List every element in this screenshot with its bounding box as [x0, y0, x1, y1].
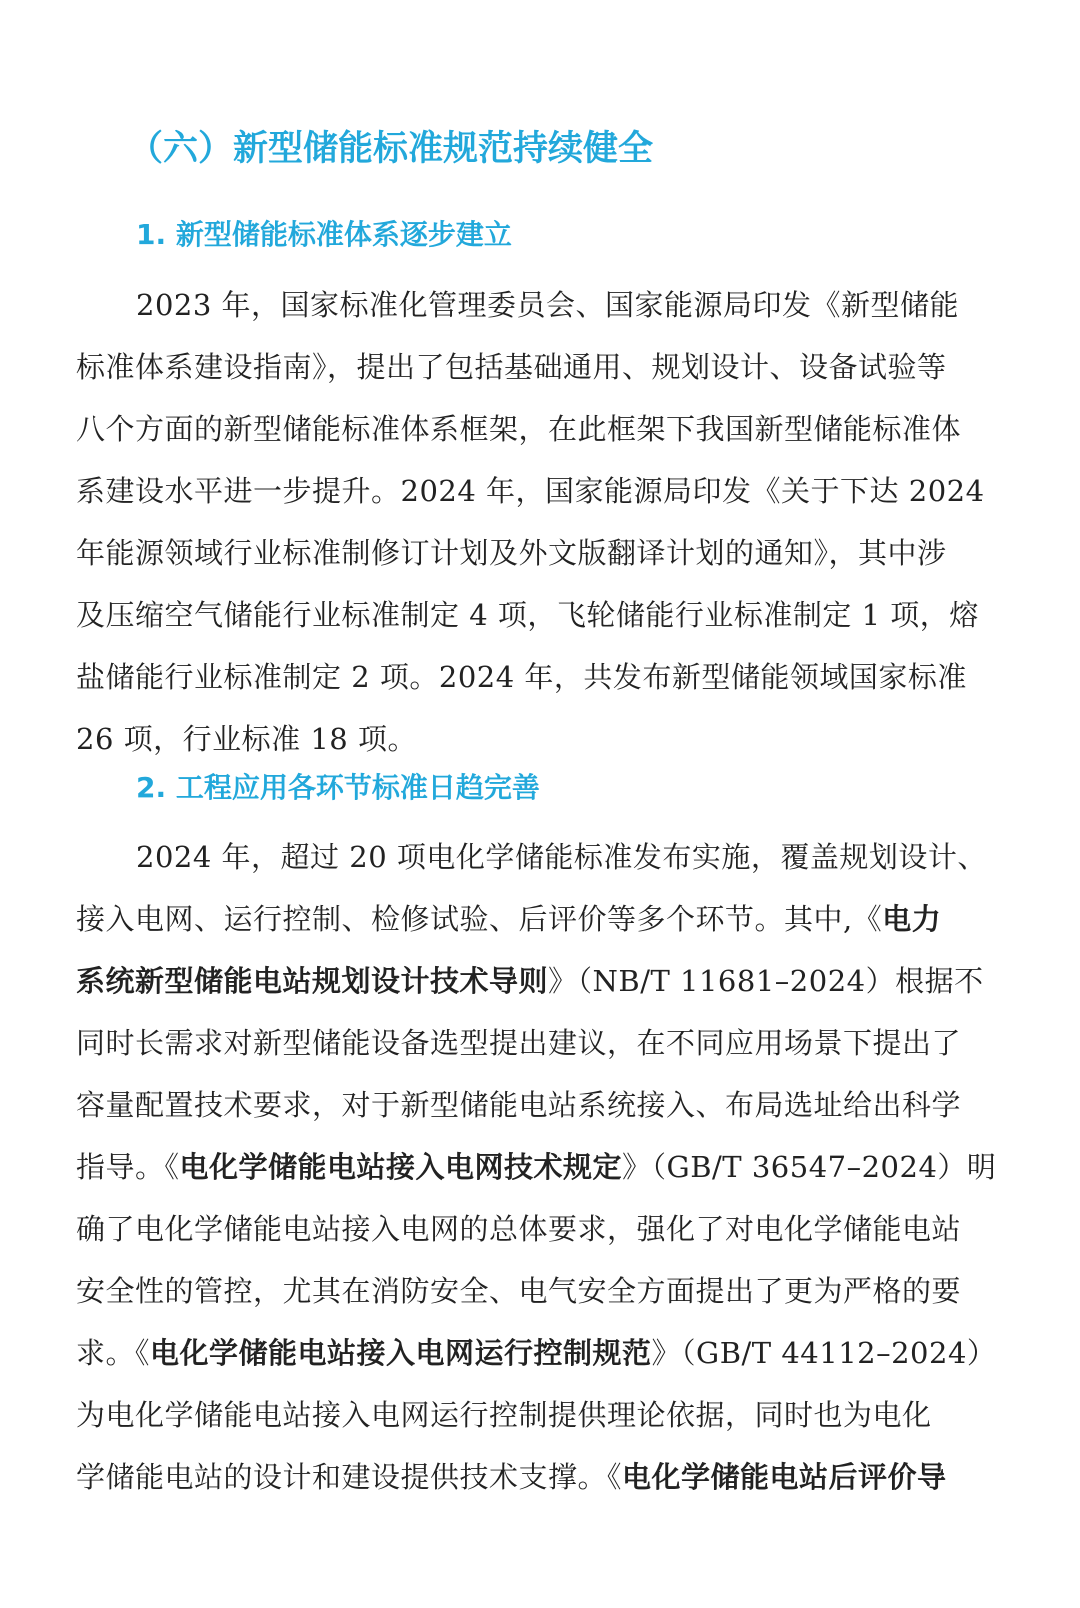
paragraph-standards-system [76, 274, 1012, 770]
text-line: 及压缩空气储能行业标准制定 4 项，飞轮储能行业标准制定 1 项，熔 [76, 598, 979, 632]
text-line: 年能源领域行业标准制修订计划及外文版翻译计划的通知》，其中涉 [76, 536, 947, 570]
subsection-title-1: 1. 新型储能标准体系逐步建立 [136, 218, 512, 251]
text-line: 容量配置技术要求，对于新型储能电站系统接入、布局选址给出科学 [76, 1088, 962, 1122]
text-line [76, 1446, 1012, 1508]
text-line: 同时长需求对新型储能设备选型提出建议，在不同应用场景下提出了 [76, 1026, 962, 1060]
standard-title-bold: 系统新型储能电站规划设计技术导则 [76, 964, 549, 998]
text-line [76, 1322, 1012, 1384]
standard-title-bold: 电化学储能电站接入电网技术规定 [179, 1150, 623, 1184]
text-segment: 》（GB/T 44112–2024） [651, 1336, 997, 1370]
text-segment: 学储能电站的设计和建设提供技术支撑。《 [76, 1460, 623, 1494]
subsection-title-2: 2. 工程应用各环节标准日趋完善 [136, 771, 540, 804]
text-line: 标准体系建设指南》，提出了包括基础通用、规划设计、设备试验等 [76, 350, 947, 384]
text-line [76, 888, 1012, 950]
text-segment: 》（GB/T 36547–2024）明 [622, 1150, 997, 1184]
text-line: 系建设水平进一步提升。2024 年，国家能源局印发《关于下达 2024 [76, 474, 985, 508]
text-line: 2024 年，超过 20 项电化学储能标准发布实施，覆盖规划设计、 [136, 840, 987, 874]
section-title: （六）新型储能标准规范持续健全 [128, 129, 654, 169]
text-line: 2023 年，国家标准化管理委员会、国家能源局印发《新型储能 [136, 288, 960, 322]
text-line [76, 950, 1012, 1012]
standard-title-bold: 电化学储能电站接入电网运行控制规范 [150, 1336, 652, 1370]
text-line [76, 1136, 1012, 1198]
text-segment: 求。《 [76, 1336, 151, 1370]
text-line: 安全性的管控，尤其在消防安全、电气安全方面提出了更为严格的要 [76, 1274, 962, 1308]
text-line: 八个方面的新型储能标准体系框架，在此框架下我国新型储能标准体 [76, 412, 962, 446]
text-line: 为电化学储能电站接入电网运行控制提供理论依据，同时也为电化 [76, 1398, 932, 1432]
text-line: 盐储能行业标准制定 2 项。2024 年，共发布新型储能领域国家标准 [76, 660, 967, 694]
paragraph-engineering-standards [76, 826, 1012, 1508]
text-segment: 》（NB/T 11681–2024）根据不 [548, 964, 984, 998]
text-line: 26 项，行业标准 18 项。 [76, 722, 417, 756]
text-segment: 指导。《 [76, 1150, 180, 1184]
text-line: 确了电化学储能电站接入电网的总体要求，强化了对电化学储能电站 [76, 1212, 962, 1246]
standard-title-bold: 电化学储能电站后评价导 [622, 1460, 947, 1494]
standard-title-bold: 电力 [882, 902, 942, 936]
text-segment: 接入电网、运行控制、检修试验、后评价等多个环节。其中,《 [76, 902, 883, 936]
